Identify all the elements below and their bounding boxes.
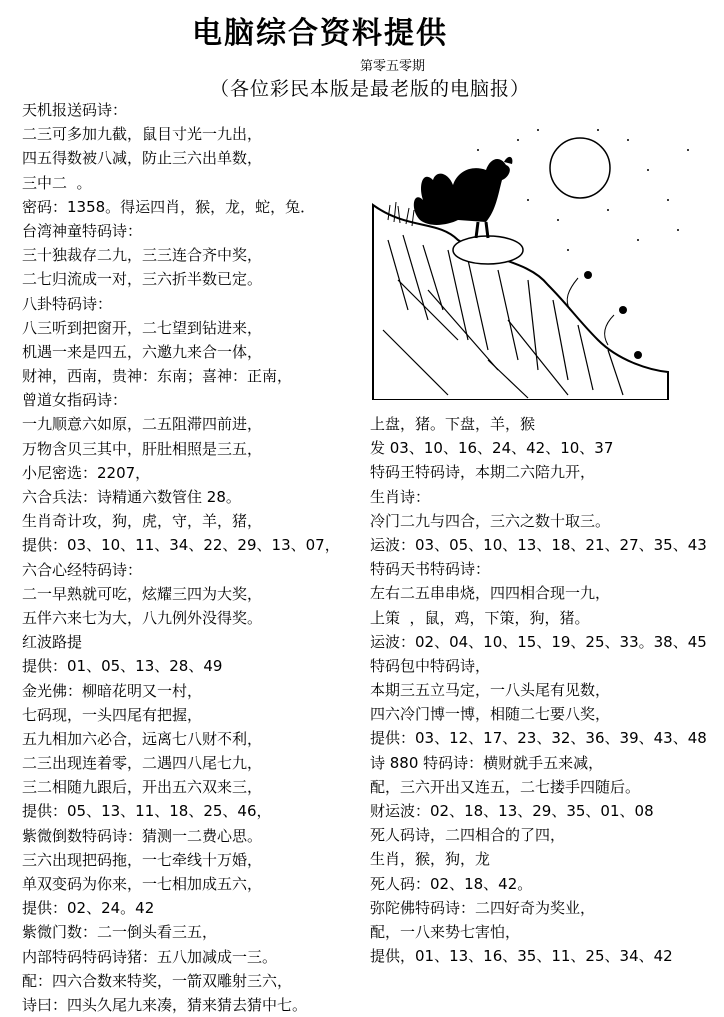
left-column-line: 二一早熟就可吃，炫耀三四为大奖， — [22, 584, 263, 603]
left-column-line: 二三可多加九截，鼠目寸光一九出， — [22, 125, 263, 144]
left-column-line: 五伴六来七为大，八九例外没得奖。 — [22, 608, 263, 627]
left-column-line: 三十独裁存二九，三三连合齐中奖， — [22, 246, 263, 265]
left-column-line: 一九顺意六如原，二五阻滞四前进， — [22, 415, 263, 434]
right-column-line: 特码包中特码诗， — [370, 656, 491, 675]
right-column-line: 特码王特码诗，本期二六陪九开， — [370, 463, 596, 482]
left-column-line: 紫微门数：二一倒头看三五， — [22, 923, 218, 942]
left-column-line: 生肖奇计攻，狗，虎，守，羊，猪， — [22, 512, 263, 531]
left-column-line: 紫微倒数特码诗：猜测一二费心思。 — [22, 826, 263, 845]
right-column-line: 死人码诗，二四相合的了四， — [370, 826, 566, 845]
right-column-line: 运波：03、05、10、13、18、21、27、35、43 — [370, 535, 707, 554]
moon-shape — [550, 138, 610, 198]
left-column-line: 台湾神童特码诗： — [22, 221, 143, 240]
right-column-line: 弥陀佛特码诗：二四好奇为奖业， — [370, 898, 596, 917]
right-column-line: 提供：03、12、17、23、32、36、39、43、48 — [370, 729, 707, 748]
right-column-line: 冷门二九与四合，三六之数十取三。 — [370, 511, 611, 530]
issue-number: 第零五零期 — [360, 59, 426, 74]
left-column-line: 六合心经特码诗： — [22, 560, 143, 579]
right-column-line: 生肖，猴，狗，龙 — [370, 850, 491, 869]
left-column-line: 提供：01、05、13、28、49 — [22, 657, 223, 676]
left-column-line: 配：四六合数来特奖，一箭双雕射三六， — [22, 971, 293, 990]
page-title: 电脑综合资料提供 — [192, 16, 448, 51]
left-column-line: 天机报送码诗： — [22, 101, 128, 119]
right-column-line: 发 03、10、16、24、42、10、37 — [370, 439, 614, 458]
left-column-line: 八卦特码诗： — [22, 294, 113, 313]
right-column-line: 诗 880 特码诗：横财就手五来减， — [370, 753, 604, 772]
right-column — [370, 412, 720, 968]
left-column-line: 诗曰：四头久尾九来凑，猜来猜去猜中七。 — [22, 995, 308, 1014]
right-column-line: 特码天书特码诗： — [370, 560, 491, 579]
right-column-line: 本期三五立马定，一八头尾有见数， — [370, 681, 611, 700]
right-column-line: 四六冷门博一博，相随二七要八奖， — [370, 705, 611, 724]
left-column-line: 机遇一来是四五，六邀九来合一体， — [22, 342, 263, 361]
left-column-line: 二七归流成一对，三六折半数已定。 — [22, 270, 263, 289]
rock-shape — [453, 236, 523, 264]
left-column-line: 单双变码为你来，一七相加成五六， — [22, 875, 263, 893]
left-column-line: 七码现，一头四尾有把握， — [22, 705, 203, 724]
right-column-line: 上策 ，鼠，鸡，下策，狗，猪。 — [370, 608, 590, 627]
right-column-line: 配，三六开出又连五，二七搂手四随后。 — [370, 777, 641, 796]
left-column-line: 五九相加六必合，远离七八财不利， — [22, 729, 263, 748]
right-column-line: 配，一八来势七害怕， — [370, 922, 521, 941]
right-column-line: 左右二五串串烧，四四相合现一九， — [370, 584, 611, 603]
page-subtitle: （各位彩民本版是最老版的电脑报） — [209, 78, 530, 100]
left-column-line: 二三出现连着零，二遇四八尾七九， — [22, 754, 263, 773]
left-column-line: 提供：05、13、11、18、25、46， — [22, 802, 272, 821]
right-column-line: 提供，01、13、16、35、11、25、34、42 — [370, 947, 673, 966]
right-column-line: 运波：02、04、10、15、19、25、33。38、45 — [370, 632, 707, 651]
rooster-illustration — [368, 110, 720, 400]
right-column-line: 上盘，猪。下盘，羊，猴 — [370, 415, 536, 433]
left-column-line: 财神，西南，贵神：东南；喜神：正南， — [22, 367, 293, 386]
right-column-line: 财运波：02、18、13、29、35、01、08 — [370, 802, 654, 820]
left-column-line: 提供：03、10、11、34、22、29、13、07， — [22, 536, 340, 555]
left-column-line: 提供：02、24。42 — [22, 899, 155, 918]
left-column-line: 万物含贝三其中，肝肚相照是三五， — [22, 439, 263, 458]
left-column-line: 八三听到把窗开，二七望到钻进来， — [22, 318, 263, 337]
left-column-line: 三中二 。 — [22, 173, 92, 192]
left-column-line: 红波路提 — [22, 633, 83, 652]
right-column-line: 生肖诗： — [370, 487, 431, 506]
left-column-line: 三六出现把码拖，一七牵线十万婚， — [22, 850, 263, 869]
left-column-line: 三二相随九跟后，开出五六双来三， — [22, 778, 263, 797]
left-column-line: 金光佛：柳暗花明又一村， — [22, 681, 203, 700]
left-column-line: 四五得数被八减，防止三六出单数， — [22, 149, 263, 168]
left-column-line: 曾道女指码诗： — [22, 391, 128, 410]
left-column-line: 内部特码特码诗猪：五八加减成一三。 — [22, 947, 278, 966]
left-column — [22, 98, 362, 1017]
cliff-shape — [373, 205, 668, 400]
left-column-line: 密码：1358。得运四肖，猴，龙，蛇，兔． — [22, 197, 316, 216]
left-column-line: 小尼密选：2207， — [22, 463, 151, 482]
right-column-line: 死人码：02、18、42。 — [370, 874, 533, 893]
left-column-line: 六合兵法：诗精通六数管住 28。 — [22, 488, 241, 506]
